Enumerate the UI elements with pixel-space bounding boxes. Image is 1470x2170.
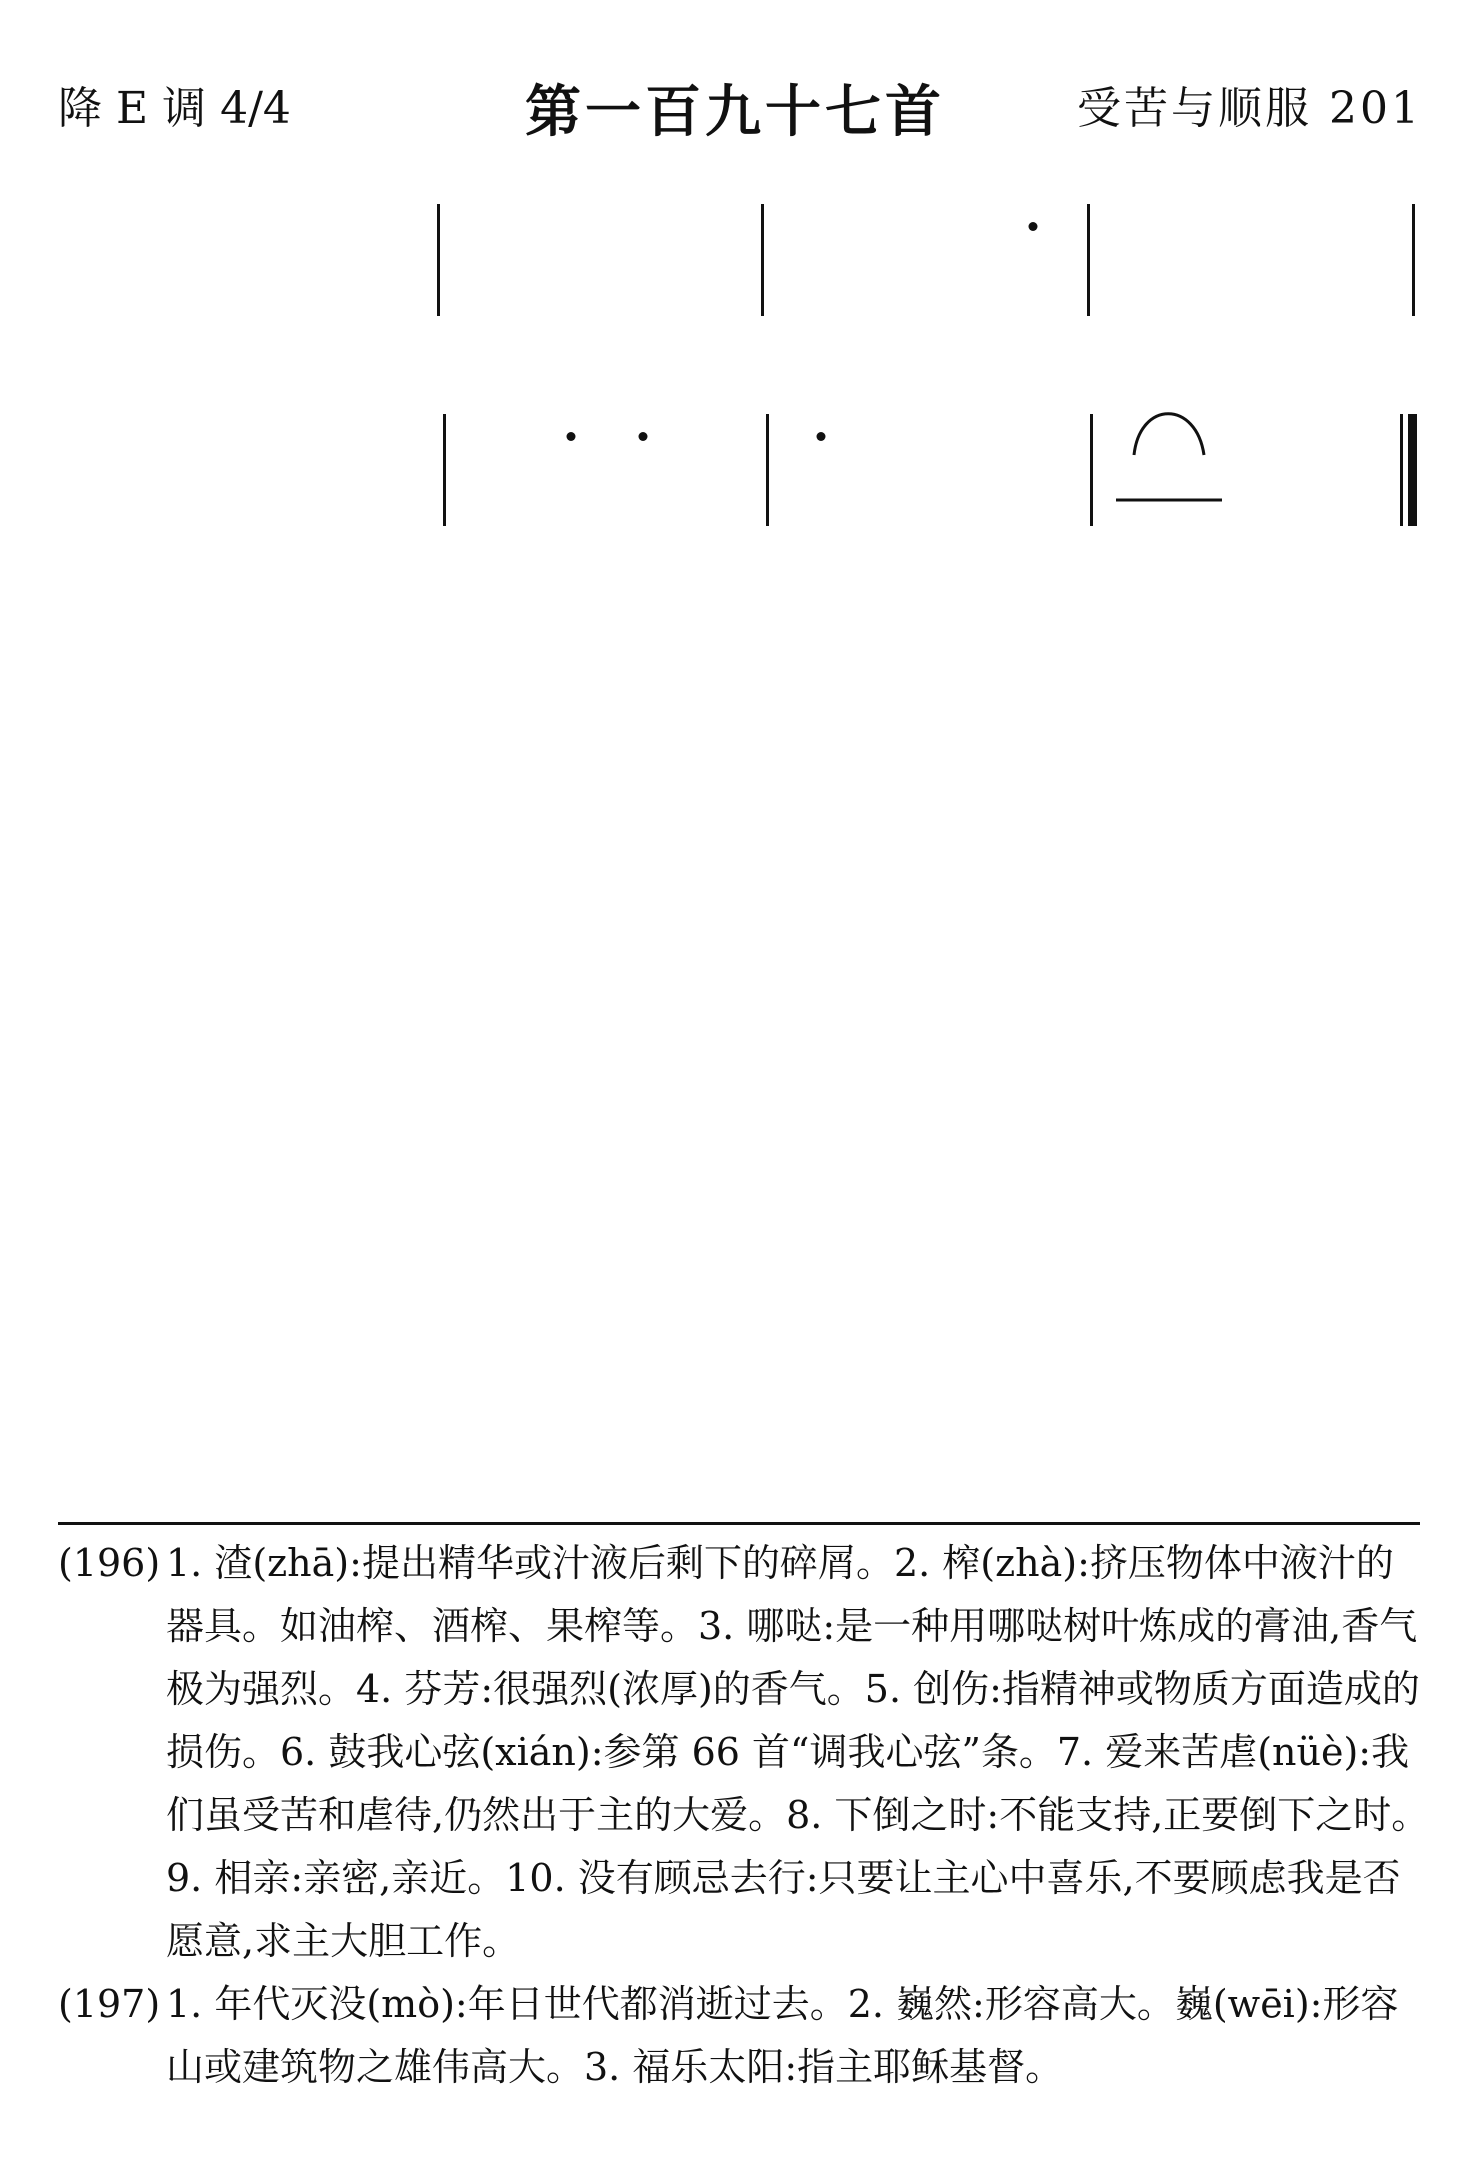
slur xyxy=(1134,414,1204,455)
footnote-label: (197) xyxy=(58,1982,161,2026)
footnote-entry xyxy=(58,1532,1430,1973)
key-time-signature: 降 E 调 4/4 xyxy=(58,83,291,134)
hymn-title: 第一百九十七首 xyxy=(525,79,945,145)
footnote-text: 1. 渣(zhā):提出精华或汁液后剩下的碎屑。2. 榨(zhà):挤压物体中液汁的器具。如油榨、酒榨、果榨等。3. 哪哒:是一种用哪哒树叶炼成的膏油,香气极为强烈。4. 芬芳:很强烈(浓厚)的香气。5. 创伤:指精神或物质方面造成的损伤。6. 鼓我心弦(xián):参第 66 首“调我心弦”条。7. 爱来苦虐(nüè):我们虽受苦和虐待,仍然出于主的大爱。8. 下倒之时:不能支持,正要倒下之时。9. 相亲:亲密,亲近。10. 没有顾忌去行:只要让主心中喜乐,不要顾虑我是否愿意,求主大胆工作。 xyxy=(166,1541,1430,1963)
footnote-divider xyxy=(58,1522,1420,1525)
slur-and-beam xyxy=(0,0,1470,620)
category-page-number: 受苦与顺服 201 xyxy=(1077,83,1422,134)
footnotes xyxy=(58,1532,1430,2099)
footnote-text: 1. 年代灭没(mò):年日世代都消逝过去。2. 巍然:形容高大。巍(wēi):形容山或建筑物之雄伟高大。3. 福乐太阳:指主耶稣基督。 xyxy=(166,1982,1399,2089)
music-score xyxy=(0,0,1470,620)
footnote-entry xyxy=(58,1973,1430,2099)
footnote-label: (196) xyxy=(58,1541,161,1585)
